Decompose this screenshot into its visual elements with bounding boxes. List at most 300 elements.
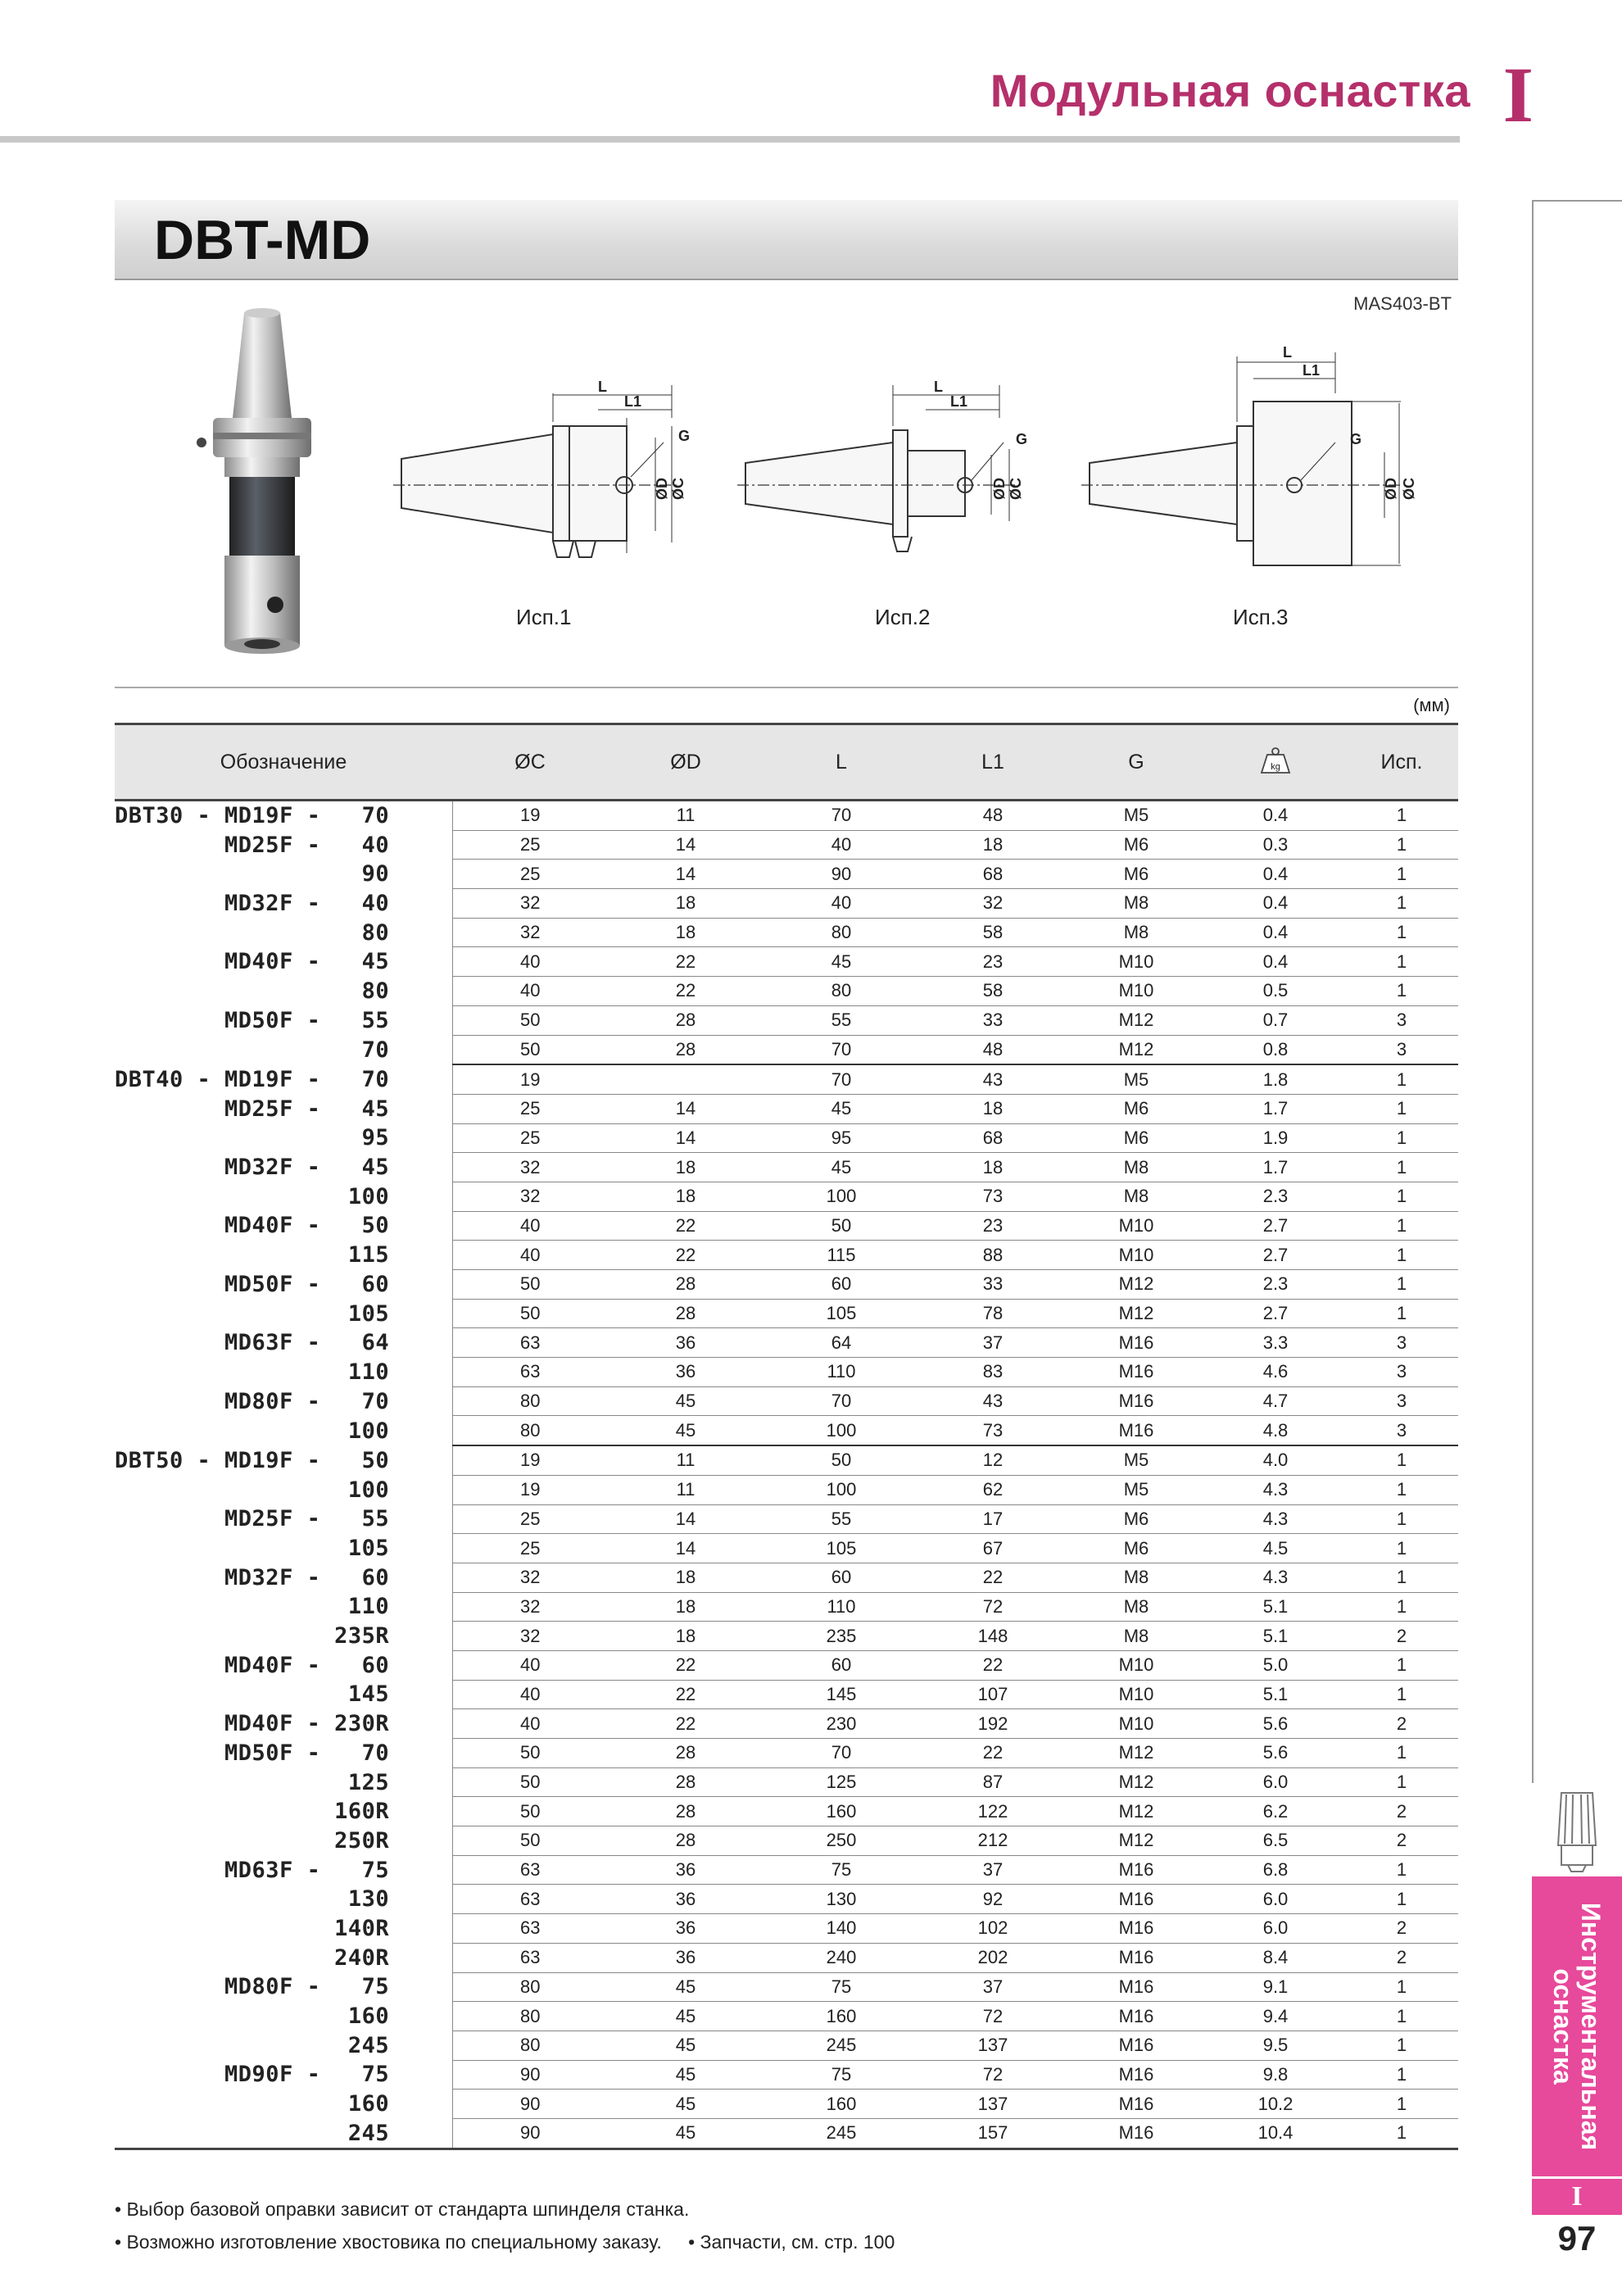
cell-l: 245 bbox=[763, 2031, 919, 2060]
cell-designation: MD32F - 40 bbox=[115, 889, 452, 919]
cell-designation: MD40F - 45 bbox=[115, 947, 452, 977]
cell-l: 70 bbox=[763, 1035, 919, 1064]
cell-l1: 68 bbox=[919, 1123, 1067, 1153]
cell-g: M10 bbox=[1067, 1650, 1206, 1680]
cell-l1: 33 bbox=[919, 1005, 1067, 1035]
cell-variant: 1 bbox=[1345, 2118, 1458, 2149]
cell-g: M10 bbox=[1067, 977, 1206, 1006]
cell-c: 63 bbox=[452, 1855, 608, 1885]
cell-designation: MD40F - 60 bbox=[115, 1650, 452, 1680]
cell-c: 40 bbox=[452, 1211, 608, 1241]
table-row bbox=[115, 2002, 1458, 2031]
cell-g: M5 bbox=[1067, 1064, 1206, 1094]
cell-c: 80 bbox=[452, 2031, 608, 2060]
cell-c: 80 bbox=[452, 1416, 608, 1445]
cell-d: 22 bbox=[608, 1241, 763, 1270]
cell-designation: DBT50 - MD19F - 50 bbox=[115, 1445, 452, 1475]
cell-variant: 2 bbox=[1345, 1914, 1458, 1944]
cell-variant: 1 bbox=[1345, 1182, 1458, 1211]
cell-c: 50 bbox=[452, 1797, 608, 1826]
dim-L1-1: L1 bbox=[624, 393, 642, 410]
cell-d: 45 bbox=[608, 2118, 763, 2149]
cell-c: 50 bbox=[452, 1299, 608, 1328]
cell-d bbox=[608, 1064, 763, 1094]
cell-designation: MD50F - 60 bbox=[115, 1270, 452, 1300]
cell-g: M16 bbox=[1067, 2090, 1206, 2119]
cell-designation: 130 bbox=[115, 1885, 452, 1914]
cell-l: 160 bbox=[763, 2090, 919, 2119]
cell-c: 63 bbox=[452, 1885, 608, 1914]
cell-l1: 18 bbox=[919, 830, 1067, 860]
cell-c: 32 bbox=[452, 1563, 608, 1592]
cell-d: 18 bbox=[608, 918, 763, 947]
cell-variant: 1 bbox=[1345, 1064, 1458, 1094]
cell-d: 14 bbox=[608, 1504, 763, 1534]
cell-d: 36 bbox=[608, 1358, 763, 1387]
cell-variant: 2 bbox=[1345, 1797, 1458, 1826]
cell-weight: 5.0 bbox=[1206, 1650, 1345, 1680]
table-row bbox=[115, 1767, 1458, 1797]
cell-g: M16 bbox=[1067, 2118, 1206, 2149]
cell-d: 45 bbox=[608, 2002, 763, 2031]
cell-c: 90 bbox=[452, 2118, 608, 2149]
table-row bbox=[115, 1797, 1458, 1826]
table-row bbox=[115, 1094, 1458, 1123]
cell-c: 63 bbox=[452, 1358, 608, 1387]
table-row bbox=[115, 1885, 1458, 1914]
kg-icon-label: kg bbox=[1271, 761, 1280, 772]
cell-c: 25 bbox=[452, 1123, 608, 1153]
collet-chuck-icon bbox=[1550, 1788, 1604, 1873]
cell-variant: 1 bbox=[1345, 1592, 1458, 1622]
col-header-c: ØC bbox=[452, 724, 608, 801]
cell-l1: 157 bbox=[919, 2118, 1067, 2149]
dim-D-1: ØD bbox=[654, 478, 670, 500]
cell-variant: 1 bbox=[1345, 830, 1458, 860]
cell-designation: DBT30 - MD19F - 70 bbox=[115, 801, 452, 831]
table-row bbox=[115, 2090, 1458, 2119]
note-2: • Возможно изготовление хвостовика по специальному заказу. bbox=[115, 2231, 662, 2253]
cell-c: 50 bbox=[452, 1035, 608, 1064]
cell-variant: 1 bbox=[1345, 1153, 1458, 1182]
cell-d: 36 bbox=[608, 1914, 763, 1944]
cell-l: 130 bbox=[763, 1885, 919, 1914]
cell-c: 40 bbox=[452, 1709, 608, 1739]
cell-l1: 73 bbox=[919, 1416, 1067, 1445]
cell-designation: 240R bbox=[115, 1943, 452, 1972]
table-row bbox=[115, 1035, 1458, 1064]
cell-l: 64 bbox=[763, 1328, 919, 1358]
cell-weight: 1.7 bbox=[1206, 1153, 1345, 1182]
cell-d: 28 bbox=[608, 1739, 763, 1768]
table-row bbox=[115, 1358, 1458, 1387]
dim-G-2: G bbox=[1016, 431, 1028, 447]
cell-l: 115 bbox=[763, 1241, 919, 1270]
cell-l1: 22 bbox=[919, 1563, 1067, 1592]
cell-variant: 1 bbox=[1345, 947, 1458, 977]
cell-l1: 67 bbox=[919, 1534, 1067, 1563]
cell-c: 40 bbox=[452, 977, 608, 1006]
cell-g: M12 bbox=[1067, 1797, 1206, 1826]
cell-g: M12 bbox=[1067, 1739, 1206, 1768]
cell-l: 70 bbox=[763, 801, 919, 831]
cell-l1: 32 bbox=[919, 889, 1067, 919]
table-row bbox=[115, 1299, 1458, 1328]
cell-variant: 1 bbox=[1345, 889, 1458, 919]
cell-l1: 23 bbox=[919, 1211, 1067, 1241]
cell-variant: 1 bbox=[1345, 2060, 1458, 2090]
section-tab-text bbox=[1532, 1876, 1622, 2176]
cell-l: 60 bbox=[763, 1650, 919, 1680]
dim-L1-2: L1 bbox=[950, 393, 968, 410]
cell-weight: 6.2 bbox=[1206, 1797, 1345, 1826]
cell-l1: 48 bbox=[919, 801, 1067, 831]
table-row bbox=[115, 1914, 1458, 1944]
cell-l1: 107 bbox=[919, 1680, 1067, 1709]
technical-drawings bbox=[385, 328, 1450, 598]
cell-variant: 3 bbox=[1345, 1005, 1458, 1035]
cell-weight: 4.8 bbox=[1206, 1416, 1345, 1445]
dim-D-3: ØD bbox=[1383, 478, 1399, 500]
cell-c: 50 bbox=[452, 1005, 608, 1035]
cell-g: M5 bbox=[1067, 1475, 1206, 1504]
cell-variant: 2 bbox=[1345, 1622, 1458, 1651]
cell-d: 11 bbox=[608, 1445, 763, 1475]
cell-d: 14 bbox=[608, 1534, 763, 1563]
table-row bbox=[115, 1241, 1458, 1270]
kg-weight-icon bbox=[1257, 745, 1294, 774]
cell-c: 40 bbox=[452, 947, 608, 977]
cell-l1: 72 bbox=[919, 2060, 1067, 2090]
cell-c: 32 bbox=[452, 1622, 608, 1651]
cell-l: 40 bbox=[763, 830, 919, 860]
cell-c: 50 bbox=[452, 1826, 608, 1856]
cell-weight: 10.4 bbox=[1206, 2118, 1345, 2149]
cell-variant: 1 bbox=[1345, 1504, 1458, 1534]
cell-l1: 68 bbox=[919, 860, 1067, 889]
table-row bbox=[115, 1680, 1458, 1709]
cell-l: 45 bbox=[763, 1094, 919, 1123]
section-tab-line-1: Инструментальная bbox=[1576, 1902, 1606, 2151]
table-row bbox=[115, 1972, 1458, 2002]
cell-designation: MD32F - 60 bbox=[115, 1563, 452, 1592]
cell-l1: 72 bbox=[919, 1592, 1067, 1622]
cell-variant: 1 bbox=[1345, 1972, 1458, 2002]
cell-variant: 2 bbox=[1345, 1943, 1458, 1972]
cell-d: 36 bbox=[608, 1943, 763, 1972]
cell-variant: 1 bbox=[1345, 1211, 1458, 1241]
cell-g: M16 bbox=[1067, 1416, 1206, 1445]
cell-d: 18 bbox=[608, 1592, 763, 1622]
cell-d: 14 bbox=[608, 1123, 763, 1153]
cell-variant: 1 bbox=[1345, 977, 1458, 1006]
cell-l: 110 bbox=[763, 1592, 919, 1622]
cell-designation: 160 bbox=[115, 2002, 452, 2031]
cell-weight: 2.7 bbox=[1206, 1211, 1345, 1241]
cell-g: M16 bbox=[1067, 1328, 1206, 1358]
cell-c: 90 bbox=[452, 2090, 608, 2119]
cell-d: 28 bbox=[608, 1826, 763, 1856]
cell-weight: 4.3 bbox=[1206, 1563, 1345, 1592]
table-row bbox=[115, 801, 1458, 831]
cell-c: 40 bbox=[452, 1650, 608, 1680]
cell-l1: 202 bbox=[919, 1943, 1067, 1972]
cell-g: M16 bbox=[1067, 2031, 1206, 2060]
table-row bbox=[115, 1826, 1458, 1856]
cell-g: M16 bbox=[1067, 1855, 1206, 1885]
cell-designation: MD40F - 230R bbox=[115, 1709, 452, 1739]
chapter-mark: I bbox=[1502, 51, 1534, 138]
cell-designation: MD50F - 70 bbox=[115, 1739, 452, 1768]
cell-variant: 1 bbox=[1345, 1767, 1458, 1797]
page-title: Модульная оснастка bbox=[990, 65, 1470, 116]
cell-g: M12 bbox=[1067, 1299, 1206, 1328]
cell-weight: 4.6 bbox=[1206, 1358, 1345, 1387]
cell-weight: 6.0 bbox=[1206, 1885, 1345, 1914]
table-row bbox=[115, 1211, 1458, 1241]
cell-weight: 6.5 bbox=[1206, 1826, 1345, 1856]
units-label: (мм) bbox=[1413, 695, 1450, 715]
cell-l: 105 bbox=[763, 1299, 919, 1328]
table-row bbox=[115, 830, 1458, 860]
cell-l1: 73 bbox=[919, 1182, 1067, 1211]
cell-c: 25 bbox=[452, 1504, 608, 1534]
cell-variant: 1 bbox=[1345, 2002, 1458, 2031]
cell-d: 22 bbox=[608, 1211, 763, 1241]
cell-l1: 192 bbox=[919, 1709, 1067, 1739]
cell-variant: 1 bbox=[1345, 2090, 1458, 2119]
cell-designation: 70 bbox=[115, 1035, 452, 1064]
dim-L-3: L bbox=[1283, 344, 1292, 361]
cell-weight: 8.4 bbox=[1206, 1943, 1345, 1972]
cell-weight: 0.4 bbox=[1206, 947, 1345, 977]
cell-designation: 100 bbox=[115, 1182, 452, 1211]
cell-designation: MD25F - 55 bbox=[115, 1504, 452, 1534]
table-row bbox=[115, 1328, 1458, 1358]
cell-c: 40 bbox=[452, 1680, 608, 1709]
cell-l1: 17 bbox=[919, 1504, 1067, 1534]
cell-designation: 145 bbox=[115, 1680, 452, 1709]
cell-g: M6 bbox=[1067, 1123, 1206, 1153]
dim-C-2: ØC bbox=[1008, 478, 1024, 500]
cell-l: 40 bbox=[763, 889, 919, 919]
cell-variant: 1 bbox=[1345, 1855, 1458, 1885]
table-row bbox=[115, 1739, 1458, 1768]
cell-weight: 4.5 bbox=[1206, 1534, 1345, 1563]
cell-designation: MD80F - 70 bbox=[115, 1386, 452, 1416]
cell-weight: 9.5 bbox=[1206, 2031, 1345, 2060]
cell-weight: 5.6 bbox=[1206, 1739, 1345, 1768]
cell-c: 80 bbox=[452, 2002, 608, 2031]
cell-g: M12 bbox=[1067, 1826, 1206, 1856]
cell-c: 40 bbox=[452, 1241, 608, 1270]
cell-variant: 1 bbox=[1345, 1563, 1458, 1592]
dim-L1-3: L1 bbox=[1303, 362, 1321, 379]
cell-weight: 5.6 bbox=[1206, 1709, 1345, 1739]
cell-weight: 2.3 bbox=[1206, 1270, 1345, 1300]
cell-d: 28 bbox=[608, 1270, 763, 1300]
cell-designation: DBT40 - MD19F - 70 bbox=[115, 1064, 452, 1094]
cell-variant: 1 bbox=[1345, 1534, 1458, 1563]
cell-l1: 212 bbox=[919, 1826, 1067, 1856]
table-row bbox=[115, 1064, 1458, 1094]
cell-g: M16 bbox=[1067, 1885, 1206, 1914]
note-3: • Запчасти, см. стр. 100 bbox=[688, 2231, 895, 2253]
cell-l1: 122 bbox=[919, 1797, 1067, 1826]
cell-g: M6 bbox=[1067, 860, 1206, 889]
cell-weight: 0.4 bbox=[1206, 889, 1345, 919]
cell-weight: 1.9 bbox=[1206, 1123, 1345, 1153]
cell-c: 90 bbox=[452, 2060, 608, 2090]
cell-l: 70 bbox=[763, 1386, 919, 1416]
cell-l1: 72 bbox=[919, 2002, 1067, 2031]
cell-l: 105 bbox=[763, 1534, 919, 1563]
section-tab-mark: I bbox=[1532, 2176, 1622, 2215]
cell-weight: 1.8 bbox=[1206, 1064, 1345, 1094]
cell-l: 80 bbox=[763, 918, 919, 947]
cell-weight: 2.7 bbox=[1206, 1241, 1345, 1270]
section-divider bbox=[115, 687, 1458, 688]
cell-g: M10 bbox=[1067, 947, 1206, 977]
cell-d: 22 bbox=[608, 977, 763, 1006]
cell-designation: MD25F - 45 bbox=[115, 1094, 452, 1123]
footnotes bbox=[115, 2193, 895, 2258]
col-header-l1: L1 bbox=[919, 724, 1067, 801]
cell-l: 60 bbox=[763, 1563, 919, 1592]
dim-L-1: L bbox=[598, 379, 607, 395]
cell-designation: 95 bbox=[115, 1123, 452, 1153]
cell-g: M8 bbox=[1067, 918, 1206, 947]
cell-weight: 5.1 bbox=[1206, 1680, 1345, 1709]
cell-weight: 3.3 bbox=[1206, 1328, 1345, 1358]
cell-designation: 90 bbox=[115, 860, 452, 889]
cell-variant: 1 bbox=[1345, 860, 1458, 889]
cell-l: 100 bbox=[763, 1475, 919, 1504]
cell-d: 45 bbox=[608, 1972, 763, 2002]
table-row bbox=[115, 1475, 1458, 1504]
variant-label-2: Исп.2 bbox=[875, 605, 931, 629]
table-row bbox=[115, 1943, 1458, 1972]
cell-c: 32 bbox=[452, 889, 608, 919]
cell-designation: 140R bbox=[115, 1914, 452, 1944]
cell-c: 25 bbox=[452, 1094, 608, 1123]
cell-weight: 5.1 bbox=[1206, 1592, 1345, 1622]
cell-g: M16 bbox=[1067, 1358, 1206, 1387]
cell-designation: 125 bbox=[115, 1767, 452, 1797]
product-code: DBT-MD bbox=[154, 209, 371, 271]
tool-holder-photo bbox=[188, 303, 336, 664]
cell-l1: 62 bbox=[919, 1475, 1067, 1504]
cell-variant: 1 bbox=[1345, 2031, 1458, 2060]
cell-designation: 110 bbox=[115, 1358, 452, 1387]
table-row bbox=[115, 1592, 1458, 1622]
col-header-g: G bbox=[1067, 724, 1206, 801]
cell-d: 36 bbox=[608, 1328, 763, 1358]
cell-l: 140 bbox=[763, 1914, 919, 1944]
cell-d: 14 bbox=[608, 830, 763, 860]
table-row bbox=[115, 1504, 1458, 1534]
cell-l: 45 bbox=[763, 1153, 919, 1182]
cell-c: 32 bbox=[452, 918, 608, 947]
cell-c: 50 bbox=[452, 1739, 608, 1768]
cell-l: 245 bbox=[763, 2118, 919, 2149]
sidebar-frame bbox=[1532, 200, 1622, 1783]
cell-l1: 37 bbox=[919, 1972, 1067, 2002]
dim-L-2: L bbox=[934, 379, 943, 395]
cell-g: M10 bbox=[1067, 1211, 1206, 1241]
cell-weight: 4.7 bbox=[1206, 1386, 1345, 1416]
cell-c: 19 bbox=[452, 1445, 608, 1475]
cell-designation: 235R bbox=[115, 1622, 452, 1651]
cell-l: 50 bbox=[763, 1445, 919, 1475]
cell-l: 100 bbox=[763, 1182, 919, 1211]
table-row bbox=[115, 977, 1458, 1006]
table-header-row bbox=[115, 724, 1458, 801]
note-1: • Выбор базовой оправки зависит от стандарта шпинделя станка. bbox=[115, 2198, 690, 2220]
cell-weight: 0.4 bbox=[1206, 801, 1345, 831]
cell-c: 25 bbox=[452, 860, 608, 889]
cell-l1: 58 bbox=[919, 977, 1067, 1006]
cell-variant: 3 bbox=[1345, 1035, 1458, 1064]
table-row bbox=[115, 1650, 1458, 1680]
table-row bbox=[115, 1709, 1458, 1739]
cell-variant: 1 bbox=[1345, 1475, 1458, 1504]
col-header-variant: Исп. bbox=[1345, 724, 1458, 801]
cell-designation: MD32F - 45 bbox=[115, 1153, 452, 1182]
cell-d: 14 bbox=[608, 1094, 763, 1123]
cell-variant: 1 bbox=[1345, 1885, 1458, 1914]
table-row bbox=[115, 2060, 1458, 2090]
cell-l1: 87 bbox=[919, 1767, 1067, 1797]
cell-c: 63 bbox=[452, 1943, 608, 1972]
cell-variant: 3 bbox=[1345, 1328, 1458, 1358]
cell-c: 32 bbox=[452, 1592, 608, 1622]
cell-d: 18 bbox=[608, 1182, 763, 1211]
cell-variant: 1 bbox=[1345, 1123, 1458, 1153]
cell-l1: 12 bbox=[919, 1445, 1067, 1475]
cell-weight: 1.7 bbox=[1206, 1094, 1345, 1123]
table-row bbox=[115, 2031, 1458, 2060]
cell-designation: MD80F - 75 bbox=[115, 1972, 452, 2002]
cell-l1: 37 bbox=[919, 1855, 1067, 1885]
col-header-l: L bbox=[763, 724, 919, 801]
standard-label: MAS403-BT bbox=[1353, 293, 1452, 314]
variant-label-3: Исп.3 bbox=[1233, 605, 1289, 629]
cell-designation: 105 bbox=[115, 1534, 452, 1563]
cell-l: 55 bbox=[763, 1005, 919, 1035]
table-row bbox=[115, 889, 1458, 919]
drawing-variant-1 bbox=[393, 385, 680, 557]
cell-variant: 1 bbox=[1345, 1299, 1458, 1328]
cell-c: 50 bbox=[452, 1767, 608, 1797]
cell-l: 75 bbox=[763, 1972, 919, 2002]
col-header-designation: Обозначение bbox=[115, 724, 452, 801]
cell-l1: 92 bbox=[919, 1885, 1067, 1914]
cell-g: M16 bbox=[1067, 1972, 1206, 2002]
cell-l: 100 bbox=[763, 1416, 919, 1445]
cell-l: 50 bbox=[763, 1211, 919, 1241]
cell-l: 110 bbox=[763, 1358, 919, 1387]
cell-variant: 1 bbox=[1345, 1270, 1458, 1300]
cell-variant: 3 bbox=[1345, 1358, 1458, 1387]
table-row bbox=[115, 1416, 1458, 1445]
cell-weight: 2.7 bbox=[1206, 1299, 1345, 1328]
cell-designation: 250R bbox=[115, 1826, 452, 1856]
cell-d: 28 bbox=[608, 1005, 763, 1035]
cell-weight: 6.0 bbox=[1206, 1767, 1345, 1797]
cell-l1: 18 bbox=[919, 1153, 1067, 1182]
cell-weight: 0.7 bbox=[1206, 1005, 1345, 1035]
